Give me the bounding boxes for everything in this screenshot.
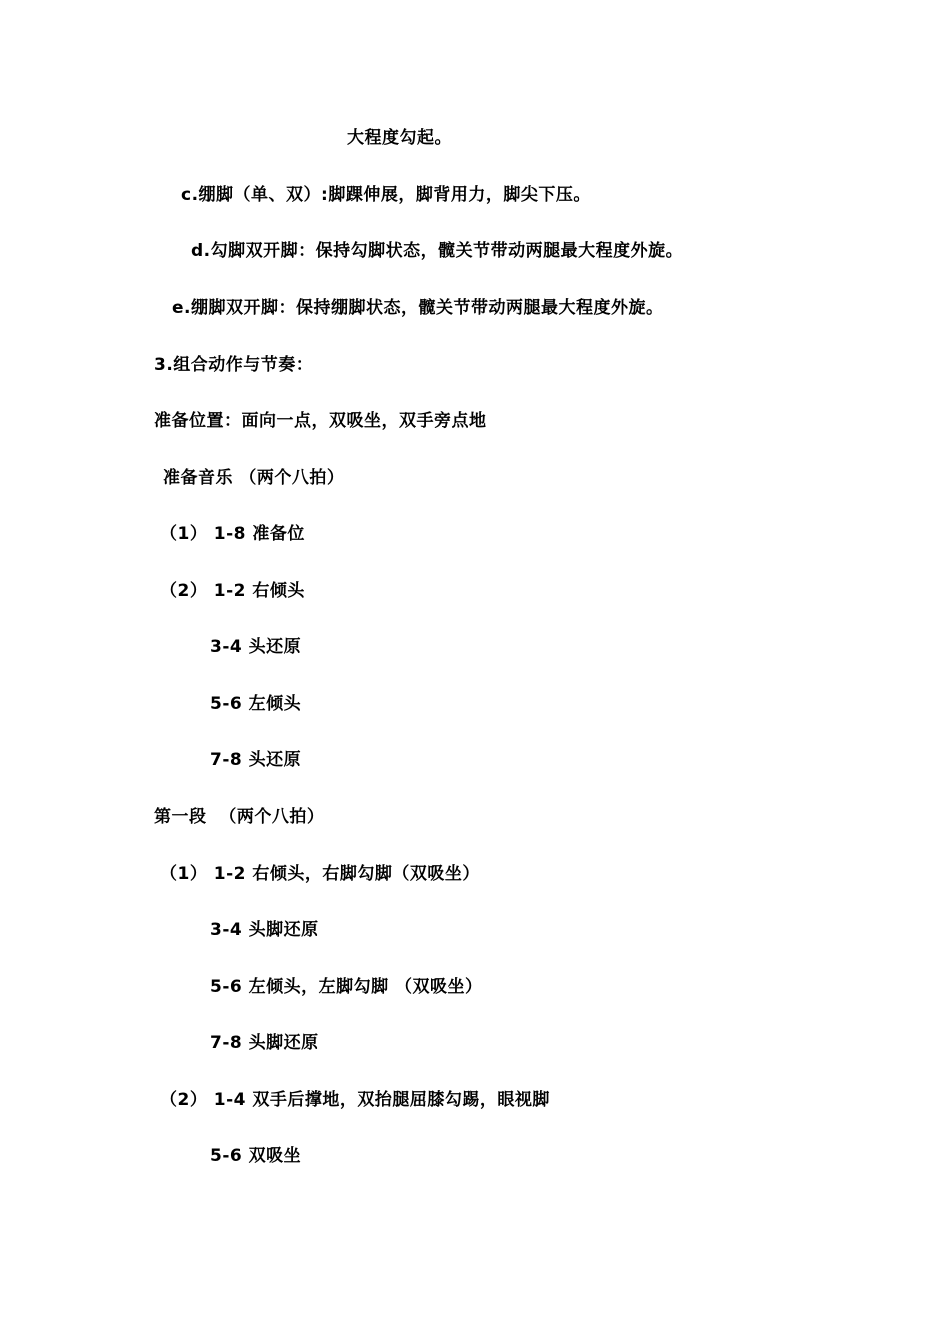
text-line-step: （2） 1-2 右倾头 <box>160 581 305 601</box>
text-line-step: 3-4 头脚还原 <box>210 920 319 940</box>
text-line-item-e: e.绷脚双开脚：保持绷脚状态，髋关节带动两腿最大程度外旋。 <box>172 298 664 318</box>
section-heading-3: 3.组合动作与节奏： <box>154 355 314 375</box>
text-line-item-d: d.勾脚双开脚：保持勾脚状态，髋关节带动两腿最大程度外旋。 <box>191 241 684 261</box>
text-line-continuation: 大程度勾起。 <box>347 128 452 148</box>
text-line-step: 7-8 头脚还原 <box>210 1033 319 1053</box>
text-line-step: 5-6 双吸坐 <box>210 1146 302 1166</box>
section-heading-part-1: 第一段 （两个八拍） <box>154 807 325 827</box>
text-line-step: （2） 1-4 双手后撑地，双抬腿屈膝勾踢，眼视脚 <box>160 1090 550 1110</box>
text-line-prep-position: 准备位置：面向一点，双吸坐，双手旁点地 <box>154 411 487 431</box>
text-line-step: 5-6 左倾头 <box>210 694 302 714</box>
text-line-step: 3-4 头还原 <box>210 637 302 657</box>
text-line-step: （1） 1-2 右倾头，右脚勾脚（双吸坐） <box>160 864 480 884</box>
text-line-prep-music: 准备音乐 （两个八拍） <box>163 468 345 488</box>
text-line-item-c: c.绷脚（单、双）:脚踝伸展，脚背用力，脚尖下压。 <box>181 185 591 205</box>
text-line-step: 5-6 左倾头，左脚勾脚 （双吸坐） <box>210 977 483 997</box>
text-line-step: （1） 1-8 准备位 <box>160 524 305 544</box>
text-line-step: 7-8 头还原 <box>210 750 302 770</box>
